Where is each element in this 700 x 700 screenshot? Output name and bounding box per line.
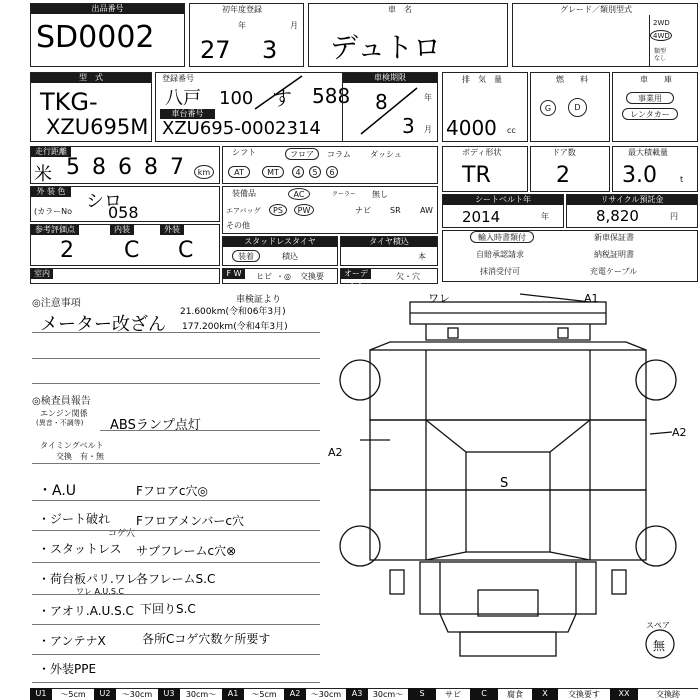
shift-4 [292, 166, 304, 178]
legend-key: A1 [222, 688, 244, 700]
drive-none: 類型 なし [654, 48, 667, 62]
note-line [32, 383, 320, 384]
drive-4wd: 4WD [653, 32, 670, 40]
color-code-label: (カラーNo [34, 207, 72, 216]
note-line [32, 358, 320, 359]
charge-cable: 充電ケーブル [590, 267, 638, 276]
chassis-label: 車台番号 [160, 109, 215, 119]
shift-label: シフト [232, 148, 256, 157]
reg-kana: す [272, 86, 292, 110]
note-line [32, 654, 320, 655]
displacement-value: 4000 [446, 116, 497, 140]
recycle-label: リサイクル預託金 [567, 195, 697, 205]
import-docs: 輸入時書類付 [470, 231, 534, 243]
deregistration: 抹消受付可 [480, 267, 520, 276]
seatbelt-unit: 年 [541, 212, 549, 221]
seatbelt-label: シートベルト年 [443, 195, 563, 205]
legend-key: XX [610, 688, 638, 700]
displacement-label: 排 気 量 [462, 75, 502, 84]
legend-value: ～30cm [306, 688, 346, 700]
legend-key: X [532, 688, 558, 700]
insp-year: 8 [375, 90, 388, 114]
shift-5-label: 5 [312, 168, 318, 177]
fuel-label: 燃 料 [556, 75, 588, 84]
shift-at: AT [228, 166, 250, 178]
legend-key: U2 [94, 688, 116, 700]
legend-value: ～5cm [52, 688, 94, 700]
exterior-score: C [178, 238, 194, 263]
mileage-digit: 8 [144, 155, 158, 180]
item-text: 各フレームS.C [136, 572, 216, 586]
audio-none: 欠・穴 [396, 272, 420, 281]
reg-month-unit: 月 [290, 21, 298, 30]
fuel-g-circle [540, 100, 556, 116]
item-bullet: ・荷台板パリ.ワレ [38, 572, 138, 586]
shift-4-label: 4 [295, 168, 301, 177]
first-registration-label: 初年度登録 [222, 5, 262, 14]
reg-year-unit: 年 [238, 21, 246, 30]
mileage-digit: 8 [92, 155, 106, 180]
self-insurance: 自賠承認請求 [476, 250, 524, 259]
model-name: デュトロ [330, 31, 442, 64]
item-extra: ワレ A.U.S.C [76, 587, 125, 596]
fuel-d: D [574, 103, 581, 112]
note-line [32, 682, 320, 683]
spare-mark: 無 [653, 639, 666, 653]
diagram-label-a2-left: A2 [328, 446, 343, 459]
load-value: 3.0 [622, 163, 657, 188]
displacement-unit: cc [507, 126, 516, 135]
reg-number-label: 登録番号 [162, 74, 194, 83]
insp-month: 3 [402, 114, 415, 138]
interior-score-label: 内装 [110, 225, 134, 235]
equip-sr: SR [390, 206, 401, 215]
color-value: シロ [86, 191, 122, 212]
equipment-label: 装備品 [232, 189, 256, 198]
cert-note: 車検証より [236, 295, 282, 305]
type-label: 型 式 [31, 73, 151, 83]
grade-label: グレード／類別型式 [560, 5, 632, 14]
equip-airbag: エアバッグ [226, 207, 261, 215]
notes-title: ◎注意事項 [32, 298, 81, 309]
shift-5 [309, 166, 321, 178]
reg-number: 八戸 100 [165, 88, 254, 109]
new-warranty: 新車保証書 [594, 233, 634, 242]
tax-certificate: 納税証明書 [594, 250, 634, 259]
ref-score: 2 [60, 238, 74, 263]
item-bullet: ・A.U [38, 483, 77, 499]
fw-mark: ・◎ [276, 272, 291, 281]
ref-score-label: 参考評価点 [31, 225, 79, 235]
body-type-label: ボディ形状 [462, 148, 502, 157]
note-line [100, 430, 320, 431]
timing-label: タイミングベルト [40, 441, 104, 450]
reg-serial: 588 [312, 84, 351, 108]
note-line [32, 500, 320, 501]
meter-tampering: メーター改ざん [40, 314, 166, 335]
reg-month: 3 [262, 36, 278, 64]
engine-sub: (異音・不調等) [36, 419, 84, 427]
load-label: 最大積載量 [628, 148, 668, 157]
equip-none: 無し [372, 190, 388, 199]
lot-number-label: 出品番号 [31, 4, 184, 14]
mileage-digit: 5 [66, 155, 80, 180]
interior-condition-row [30, 268, 220, 284]
fuel-g: G [544, 104, 552, 113]
equip-ps-label: PS [273, 206, 283, 215]
inspection-label: 車検期限 [343, 73, 437, 83]
reg-year: 27 [200, 36, 231, 64]
timing-sub: 交換 有・無 [56, 452, 104, 461]
item-text: 各所Cコゲ穴数ケ所要す [142, 632, 271, 646]
legend-key: C [470, 688, 498, 700]
legend-value: ～30cm [116, 688, 158, 700]
studless-label: スタッドレスタイヤ [223, 237, 337, 247]
interior-score: C [124, 238, 140, 263]
note-line [32, 332, 320, 333]
usage-label: 車 庫 [640, 75, 672, 84]
fw-crack: ヒビ [256, 272, 272, 281]
studless-stocked: 積込 [282, 252, 298, 261]
equip-cooler: クーラー [332, 191, 357, 198]
color-code: 058 [108, 203, 139, 222]
recycle-value: 8,820 [596, 207, 639, 225]
shift-column: コラム [327, 150, 351, 159]
recycle-unit: 円 [670, 212, 678, 221]
legend-value: 交換跡 [638, 688, 698, 700]
body-type-value: TR [462, 163, 491, 188]
equip-ac [288, 188, 310, 200]
equip-other: その他 [226, 221, 250, 230]
mileage-digit: 7 [170, 155, 184, 180]
reg-strike-icon [250, 74, 310, 114]
insp-month-unit: 月 [424, 125, 432, 134]
note-line [32, 624, 320, 625]
legend-value: サビ [436, 688, 470, 700]
note-line [32, 463, 320, 464]
item-text: 下回りS.C [140, 602, 196, 616]
item-extra: コゲ穴 [108, 529, 136, 539]
item-text: Fフロアc穴◎ [136, 484, 208, 498]
lot-number: SD0002 [36, 20, 155, 55]
chassis-number: XZU695-0002314 [162, 118, 321, 139]
legend-value: 腐食 [498, 688, 532, 700]
shift-6 [326, 166, 338, 178]
legend-key: S [408, 688, 436, 700]
item-bullet: ・アンテナX [38, 634, 106, 648]
item-bullet: ・外装PPE [38, 662, 97, 676]
color-label: 外 装 色 [31, 187, 71, 197]
mileage-unit: km [197, 168, 211, 177]
engine-note: ABSランプ点灯 [110, 418, 201, 433]
tire-label: タイヤ積込 [341, 237, 437, 247]
note-line [32, 594, 320, 595]
equip-pw [294, 204, 314, 216]
item-bullet: ・ジート破れ [38, 512, 111, 526]
spare-label: スペア [646, 621, 670, 630]
mileage-mark: 米 [34, 164, 52, 185]
inspector-title: ◎検査員報告 [32, 396, 91, 407]
load-unit: t [680, 175, 684, 184]
diagram-label-a1: A1 [584, 292, 599, 305]
diagram-label-s: S [500, 476, 509, 491]
note-line [32, 530, 320, 531]
shift-floor: フロア [285, 148, 319, 160]
fuel-d-circle [568, 98, 587, 117]
legend-value: 30cm～ [368, 688, 408, 700]
legend-key: A3 [346, 688, 368, 700]
item-bullet: ・アオリ.A.U.S.C [38, 604, 134, 618]
item-text: Fフロアメンバーc穴 [136, 514, 244, 528]
diagram-label-wa: ワレ [428, 292, 450, 305]
shift-dash: ダッシュ [370, 150, 402, 159]
fw-label: F W [223, 269, 245, 279]
seatbelt-year: 2014 [462, 208, 501, 226]
mileage-unit-circle [194, 165, 214, 179]
mileage-label: 走行距離 [31, 147, 71, 157]
equip-ac-label: AC [293, 190, 305, 199]
mileage-digit: 6 [118, 155, 132, 180]
audio-label: オーディオ [341, 269, 371, 279]
shift-6-label: 6 [329, 168, 335, 177]
diagram-label-a2-right: A2 [672, 426, 687, 439]
truck-diagram [330, 292, 698, 688]
equip-navi: ナビ [355, 206, 371, 215]
tire-unit: 本 [418, 252, 426, 261]
equip-pw-label: PW [297, 206, 311, 215]
legend-value: ～5cm [244, 688, 284, 700]
equip-ps [269, 204, 287, 216]
model-name-label: 車 名 [388, 5, 412, 14]
item-text: サブフレームc穴⊗ [136, 544, 237, 558]
legend-key: A2 [284, 688, 306, 700]
equip-aw: AW [420, 206, 433, 215]
legend-value: 交換要す [558, 688, 610, 700]
mileage-history-2: 177.200km(令和4年3月) [182, 322, 288, 332]
interior-condition-label: 室内 [31, 269, 53, 279]
legend-value: 30cm～ [180, 688, 222, 700]
note-line [32, 562, 320, 563]
mileage-history-1: 21.600km(令和06年3月) [180, 307, 286, 317]
item-bullet: ・スタットレス [38, 542, 122, 556]
exterior-score-label: 外装 [160, 225, 184, 235]
type-value: TKG- [40, 88, 98, 116]
engine-label: エンジン関係 [40, 409, 88, 418]
shift-mt: MT [262, 166, 284, 178]
studless-fitted: 装着 [232, 250, 260, 262]
doors-value: 2 [556, 163, 570, 188]
legend-key: U3 [158, 688, 180, 700]
insp-year-unit: 年 [424, 93, 432, 102]
rental-car: レンタカー [622, 108, 678, 120]
fw-swap: 交換要 [300, 272, 324, 281]
business-use: 事業用 [626, 92, 674, 104]
legend-key: U1 [30, 688, 52, 700]
type-value-2: XZU695M [46, 115, 149, 139]
drive-2wd: 2WD [653, 19, 670, 27]
doors-label: ドア数 [552, 148, 576, 157]
